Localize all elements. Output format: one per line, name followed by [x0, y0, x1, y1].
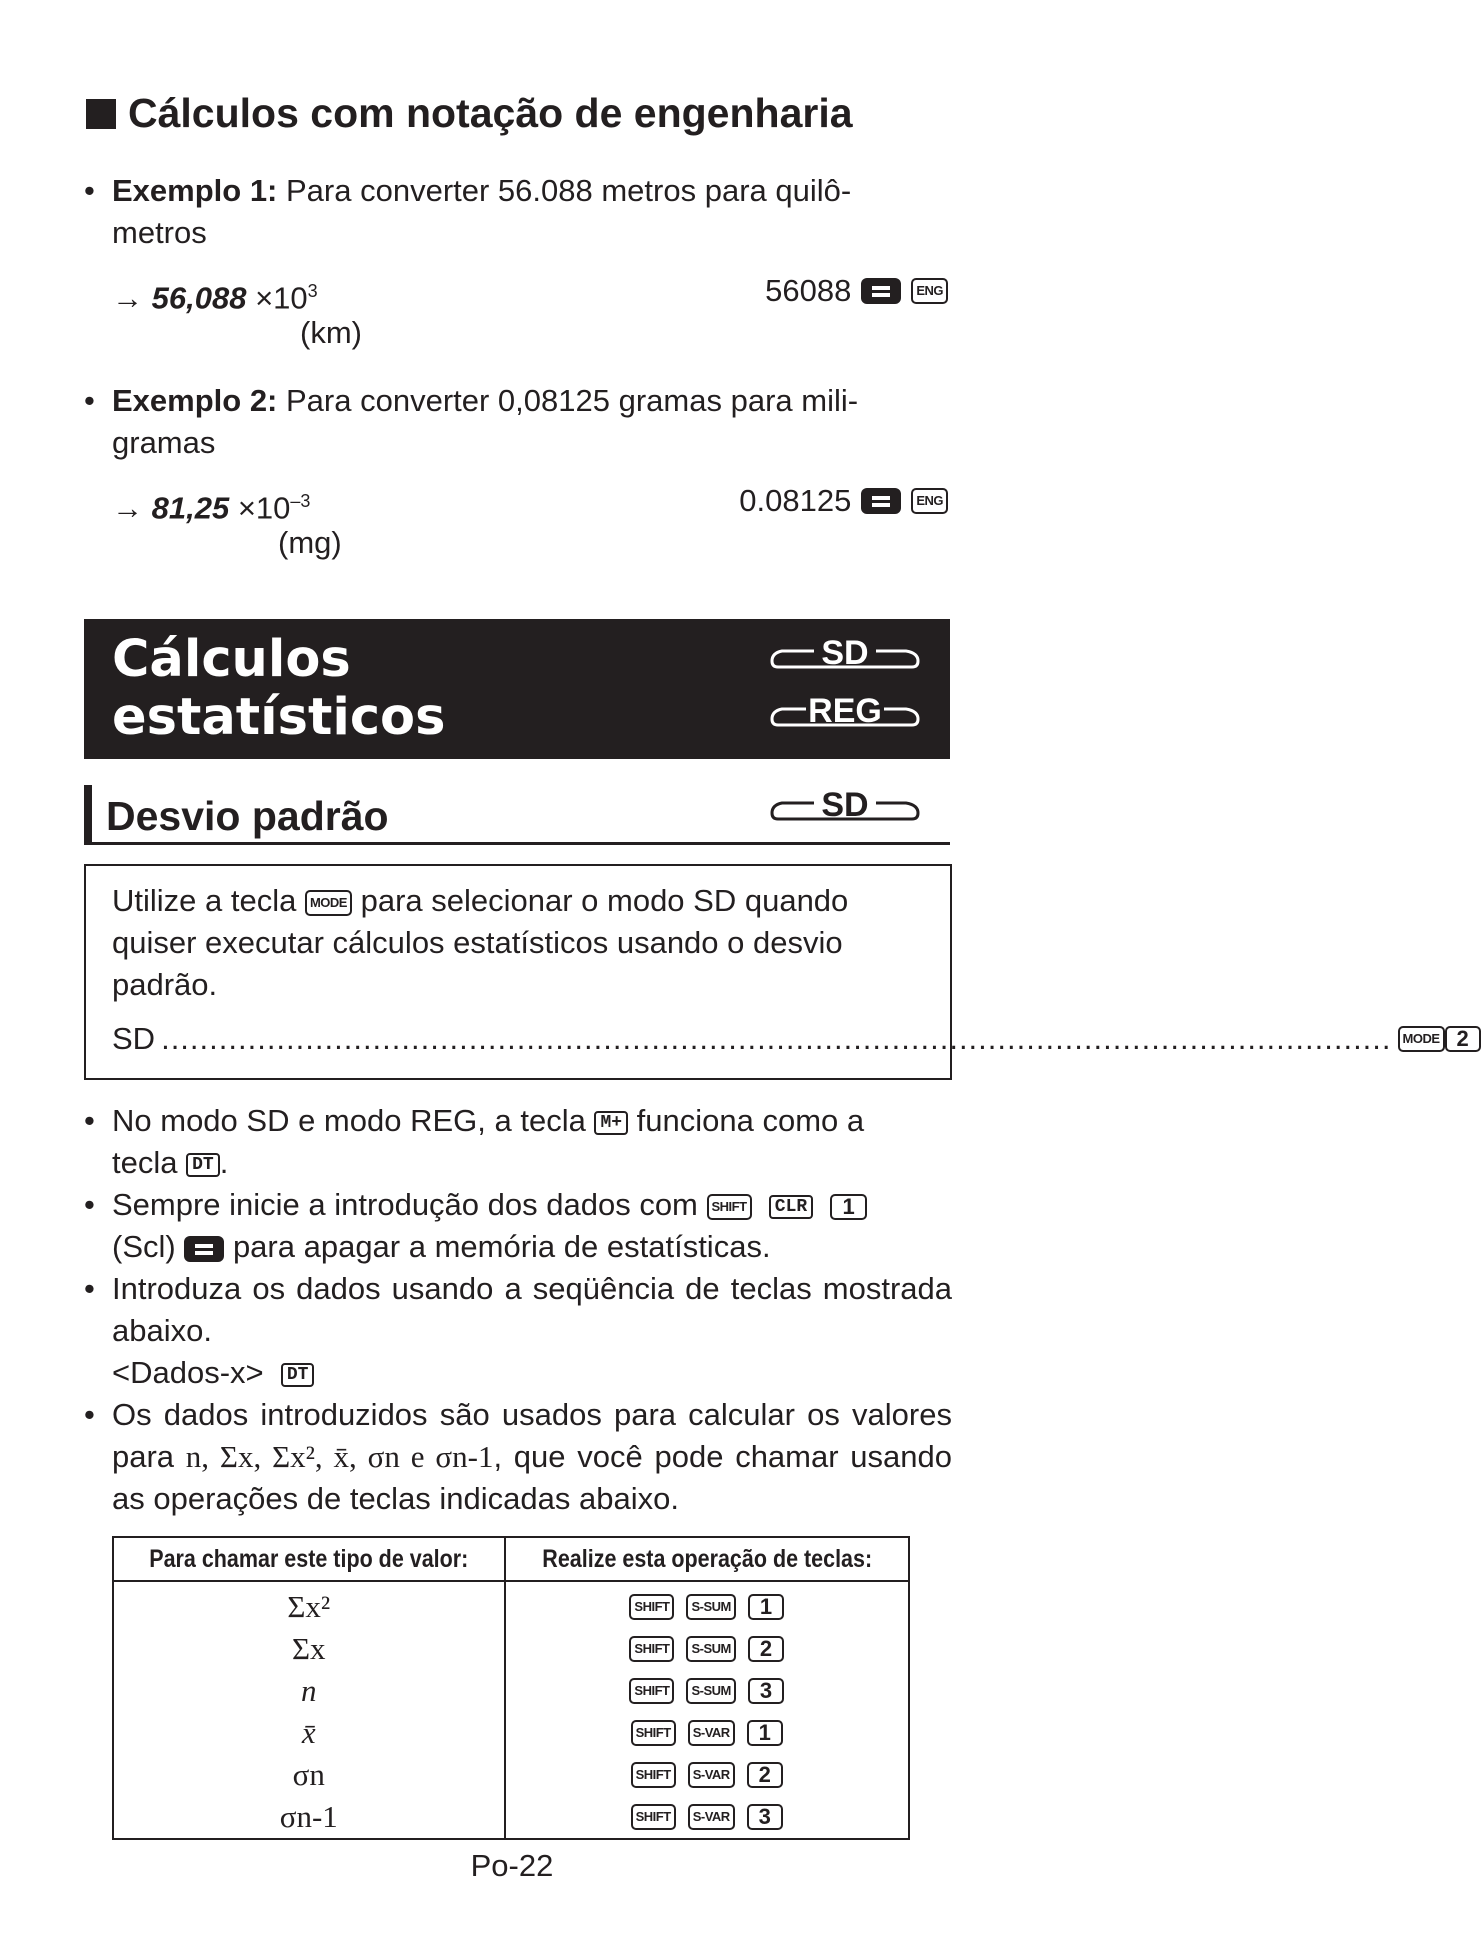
- example-1-label: Exemplo 1:: [112, 173, 278, 208]
- shift-key-icon: SHIFT: [707, 1194, 752, 1220]
- example-1-exponent: 3: [307, 281, 318, 301]
- bullet-values-text-a: Os dados introduzidos são usados para calcular os valores para: [112, 1397, 952, 1474]
- table-cell-keys: [505, 1581, 909, 1628]
- ssum-key-icon: S-SUM: [686, 1678, 735, 1704]
- number-key-icon: 1: [830, 1194, 866, 1220]
- number-key-icon: 1: [748, 1594, 784, 1620]
- sd-leader-dots: ................................................................................................................................: [161, 1021, 1392, 1056]
- clr-key-icon: CLR: [769, 1195, 813, 1219]
- bullet-mplus-line2: tecla: [112, 1145, 187, 1180]
- table-cell-keys: [505, 1628, 909, 1670]
- example-1-result: → $56,088 \times 10^3$: [112, 280, 318, 316]
- table-row: [113, 1796, 909, 1839]
- example-2-result-value: 81,25: [151, 490, 230, 526]
- eng-key-icon: ENG: [911, 278, 948, 304]
- example-1-line2: metros: [112, 215, 207, 250]
- example-1-text: [112, 170, 952, 254]
- table-header-row: [113, 1537, 909, 1581]
- chapter-title-line1: Cálculos: [112, 630, 351, 689]
- svar-key-icon: S-VAR: [688, 1804, 735, 1830]
- bullet-icon: •: [84, 1187, 95, 1222]
- eng-key-icon: ENG: [911, 488, 948, 514]
- number-key-icon: 3: [747, 1804, 783, 1830]
- example-1-line1: Para converter 56.088 metros para quilô-: [277, 173, 852, 208]
- bullet-mplus-mid: funciona como a: [628, 1103, 865, 1138]
- example-2-input: 0.08125: [739, 483, 852, 518]
- dt-key-icon: DT: [186, 1153, 220, 1177]
- bullet-icon: •: [84, 1103, 95, 1138]
- example-1-input: 56088: [765, 273, 852, 308]
- bullet-clear-line2-post: para apagar a memória de estatísticas.: [224, 1229, 771, 1264]
- subsection-mode-tag: [770, 785, 920, 825]
- table-header-value: Para chamar este tipo de valor:: [140, 1537, 477, 1581]
- number-key-icon: 1: [747, 1720, 783, 1746]
- shift-key-icon: SHIFT: [629, 1678, 674, 1704]
- sd-label: SD: [112, 1021, 156, 1056]
- table-row: [113, 1581, 909, 1628]
- example-1-keys: [765, 270, 948, 312]
- subsection-bar: [84, 785, 92, 843]
- table-cell-value: σn: [113, 1754, 505, 1796]
- table-cell-value: Σx²: [113, 1581, 505, 1628]
- sd-mode-line: [112, 1018, 1469, 1060]
- table-header-operation: Realize esta operação de teclas:: [533, 1537, 881, 1581]
- stat-value-table: [112, 1536, 910, 1840]
- subsection-title: Desvio padrão: [106, 793, 389, 839]
- table-cell-keys: [505, 1712, 909, 1754]
- bullet-clear: [112, 1184, 952, 1268]
- shift-key-icon: SHIFT: [629, 1636, 674, 1662]
- bullet-mplus-pre: No modo SD e modo REG, a tecla: [112, 1103, 595, 1138]
- table-cell-value: Σx: [113, 1628, 505, 1670]
- table-row: [113, 1670, 909, 1712]
- number-key-icon: 2: [748, 1636, 784, 1662]
- subsection-underline: [84, 842, 950, 845]
- table-cell-keys: [505, 1796, 909, 1839]
- bullet-values-symbols: n, Σx, Σx², x̄, σn e σn-1: [185, 1439, 494, 1474]
- equals-key-icon: [861, 488, 901, 514]
- example-2-keys: [739, 480, 948, 522]
- chapter-title: [112, 631, 445, 747]
- bullet-values-text-b: , que você pode chamar usando as operações de teclas indicadas abaixo.: [112, 1439, 953, 1516]
- mode-tag-sd: [770, 633, 920, 673]
- shift-key-icon: SHIFT: [631, 1804, 676, 1830]
- example-2-unit: (mg): [278, 525, 342, 560]
- svar-key-icon: S-VAR: [688, 1762, 735, 1788]
- example-2-result: → $81,25 \times 10^{-3}$: [112, 490, 311, 526]
- ssum-key-icon: S-SUM: [686, 1594, 735, 1620]
- example-1-result-value: 56,088: [151, 280, 247, 316]
- example-2-exponent: –3: [290, 491, 311, 511]
- info-text-post: para selecionar o modo SD quando quiser executar cálculos estatísticos usando o desvio padrão.: [112, 883, 849, 1002]
- info-box: [84, 864, 1469, 1080]
- bullet-icon: •: [84, 1397, 95, 1432]
- ssum-key-icon: S-SUM: [686, 1636, 735, 1662]
- dt-key-icon: DT: [281, 1363, 315, 1387]
- example-1-unit: (km): [300, 315, 362, 350]
- chapter-banner: [84, 619, 950, 759]
- table-cell-value: σn-1: [113, 1796, 505, 1839]
- bullet-input: [112, 1268, 952, 1394]
- bullet-clear-line2-pre: (Scl): [112, 1229, 185, 1264]
- table-cell-keys: [505, 1670, 909, 1712]
- table-row: [113, 1628, 909, 1670]
- section-heading-text: Cálculos com notação de engenharia: [128, 90, 853, 136]
- mode-key-icon: MODE: [1398, 1026, 1445, 1052]
- shift-key-icon: SHIFT: [629, 1594, 674, 1620]
- bullet-mplus: [112, 1100, 952, 1184]
- example-2-line2: gramas: [112, 425, 216, 460]
- number-key-icon: 3: [748, 1678, 784, 1704]
- subsection-mode-tag-label: SD: [821, 786, 869, 824]
- page-number: Po-22: [470, 1848, 554, 1883]
- bullet-values: [112, 1394, 952, 1520]
- mplus-key-icon: M+: [594, 1111, 628, 1135]
- example-2-label: Exemplo 2:: [112, 383, 278, 418]
- bullet-icon: •: [84, 1271, 95, 1306]
- example-2-text: [112, 380, 952, 464]
- svar-key-icon: S-VAR: [688, 1720, 735, 1746]
- info-text: [112, 880, 932, 1006]
- subsection-heading: [84, 785, 950, 845]
- table-cell-value: x̄: [113, 1712, 505, 1754]
- table-cell-value: n: [113, 1670, 505, 1712]
- table-row: [113, 1754, 909, 1796]
- mode-tag-reg-label: REG: [808, 692, 882, 730]
- info-text-pre: Utilize a tecla: [112, 883, 305, 918]
- bullet-mplus-end: .: [219, 1145, 229, 1180]
- equals-key-icon: [861, 278, 901, 304]
- chapter-title-line2: estatísticos: [112, 688, 446, 747]
- mode-key-icon: MODE: [305, 890, 352, 916]
- number-key-icon: 2: [747, 1762, 783, 1788]
- mode-tag-reg: [770, 691, 920, 731]
- bullet-icon: •: [84, 383, 95, 418]
- bullet-clear-pre: Sempre inicie a introdução dos dados com: [112, 1187, 707, 1222]
- section-heading: [86, 90, 853, 137]
- heading-square-icon: [86, 99, 116, 129]
- shift-key-icon: SHIFT: [631, 1720, 676, 1746]
- table-row: [113, 1712, 909, 1754]
- bullet-icon: •: [84, 173, 95, 208]
- number-key-icon: 2: [1445, 1026, 1481, 1052]
- bullet-input-seq: <Dados-x>: [112, 1355, 264, 1390]
- equals-key-icon: [184, 1236, 224, 1262]
- bullet-input-text: Introduza os dados usando a seqüência de teclas mostrada abaixo.: [112, 1271, 952, 1348]
- shift-key-icon: SHIFT: [631, 1762, 676, 1788]
- example-2-line1: Para converter 0,08125 gramas para mili-: [277, 383, 859, 418]
- table-cell-keys: [505, 1754, 909, 1796]
- mode-tag-sd-label: SD: [821, 634, 869, 672]
